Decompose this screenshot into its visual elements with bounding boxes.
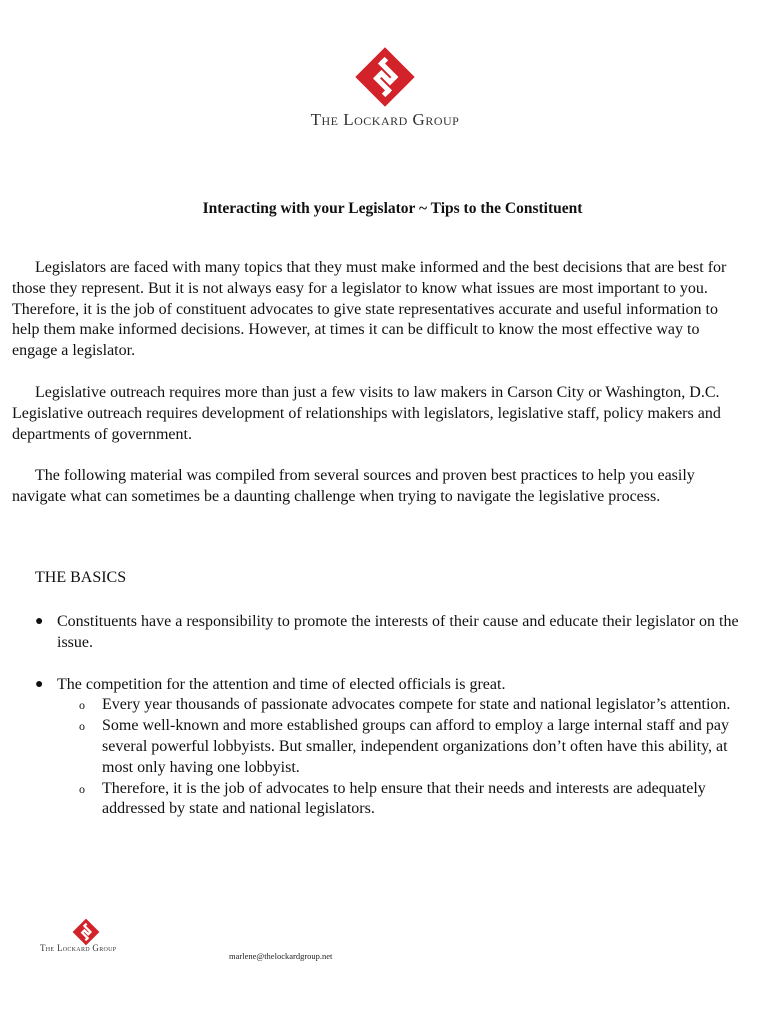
bullet-dot-icon: ● <box>35 676 44 692</box>
bullet-item <box>35 612 745 654</box>
body-text <box>12 258 740 529</box>
sub-bullet-text: Therefore, it is the job of advocates to help ensure that their needs and interests are adequately addressed by state and national legislators. <box>102 779 706 818</box>
bullet-item <box>35 675 745 821</box>
sub-bullet-text: Every year thousands of passionate advocates compete for state and national legislator’s attention. <box>102 696 731 714</box>
header-logo <box>0 46 770 108</box>
section-heading: THE BASICS <box>35 569 127 586</box>
sub-bullet-list <box>57 695 745 820</box>
bullet-dot-icon: ● <box>35 614 44 629</box>
sub-bullet-circle-icon: o <box>79 781 85 796</box>
brand-name: The Lockard Group <box>310 110 460 129</box>
footer-brand: The Lockard Group <box>40 943 117 953</box>
footer-email: marlene@thelockardgroup.net <box>229 951 333 961</box>
lockard-group-logo-icon <box>354 46 416 108</box>
bullet-list <box>35 612 745 841</box>
sub-bullet-item <box>57 779 745 821</box>
paragraph: Legislative outreach requires more than just a few visits to law makers in Carson City or Washington, D.C. Legislative outreach requires development of relationships with legislators, legislative staff, policy makers and departments of government. <box>12 383 721 443</box>
sub-bullet-text: Some well-known and more established groups can afford to employ a large internal staff and pay several powerful lobbyists. But smaller, independent organizations don’t often have this ability, at most only having one lobbyist. <box>102 717 729 776</box>
sub-bullet-item <box>57 695 745 716</box>
lockard-group-logo-icon <box>72 918 100 946</box>
document-title: Interacting with your Legislator ~ Tips to the Constituent <box>202 200 583 217</box>
bullet-text: The competition for the attention and time of elected officials is great. <box>57 675 506 693</box>
paragraph: Legislators are faced with many topics that they must make informed and the best decisions that are best for those they represent. But it is not always easy for a legislator to know what issues are most important to you. Therefore, it is the job of constituent advocates to give state representatives accurate and useful information to help them make informed decisions. However, at times it can be difficult to know the most effective way to engage a legislator. <box>12 259 727 360</box>
paragraph: The following material was compiled from several sources and proven best practices to help you easily navigate what can sometimes be a daunting challenge when trying to navigate the legislative process. <box>12 467 695 506</box>
sub-bullet-circle-icon: o <box>79 719 85 734</box>
sub-bullet-item <box>57 716 745 778</box>
bullet-text: Constituents have a responsibility to promote the interests of their cause and educate their legislator on the issue. <box>57 613 739 651</box>
sub-bullet-circle-icon: o <box>79 698 85 713</box>
